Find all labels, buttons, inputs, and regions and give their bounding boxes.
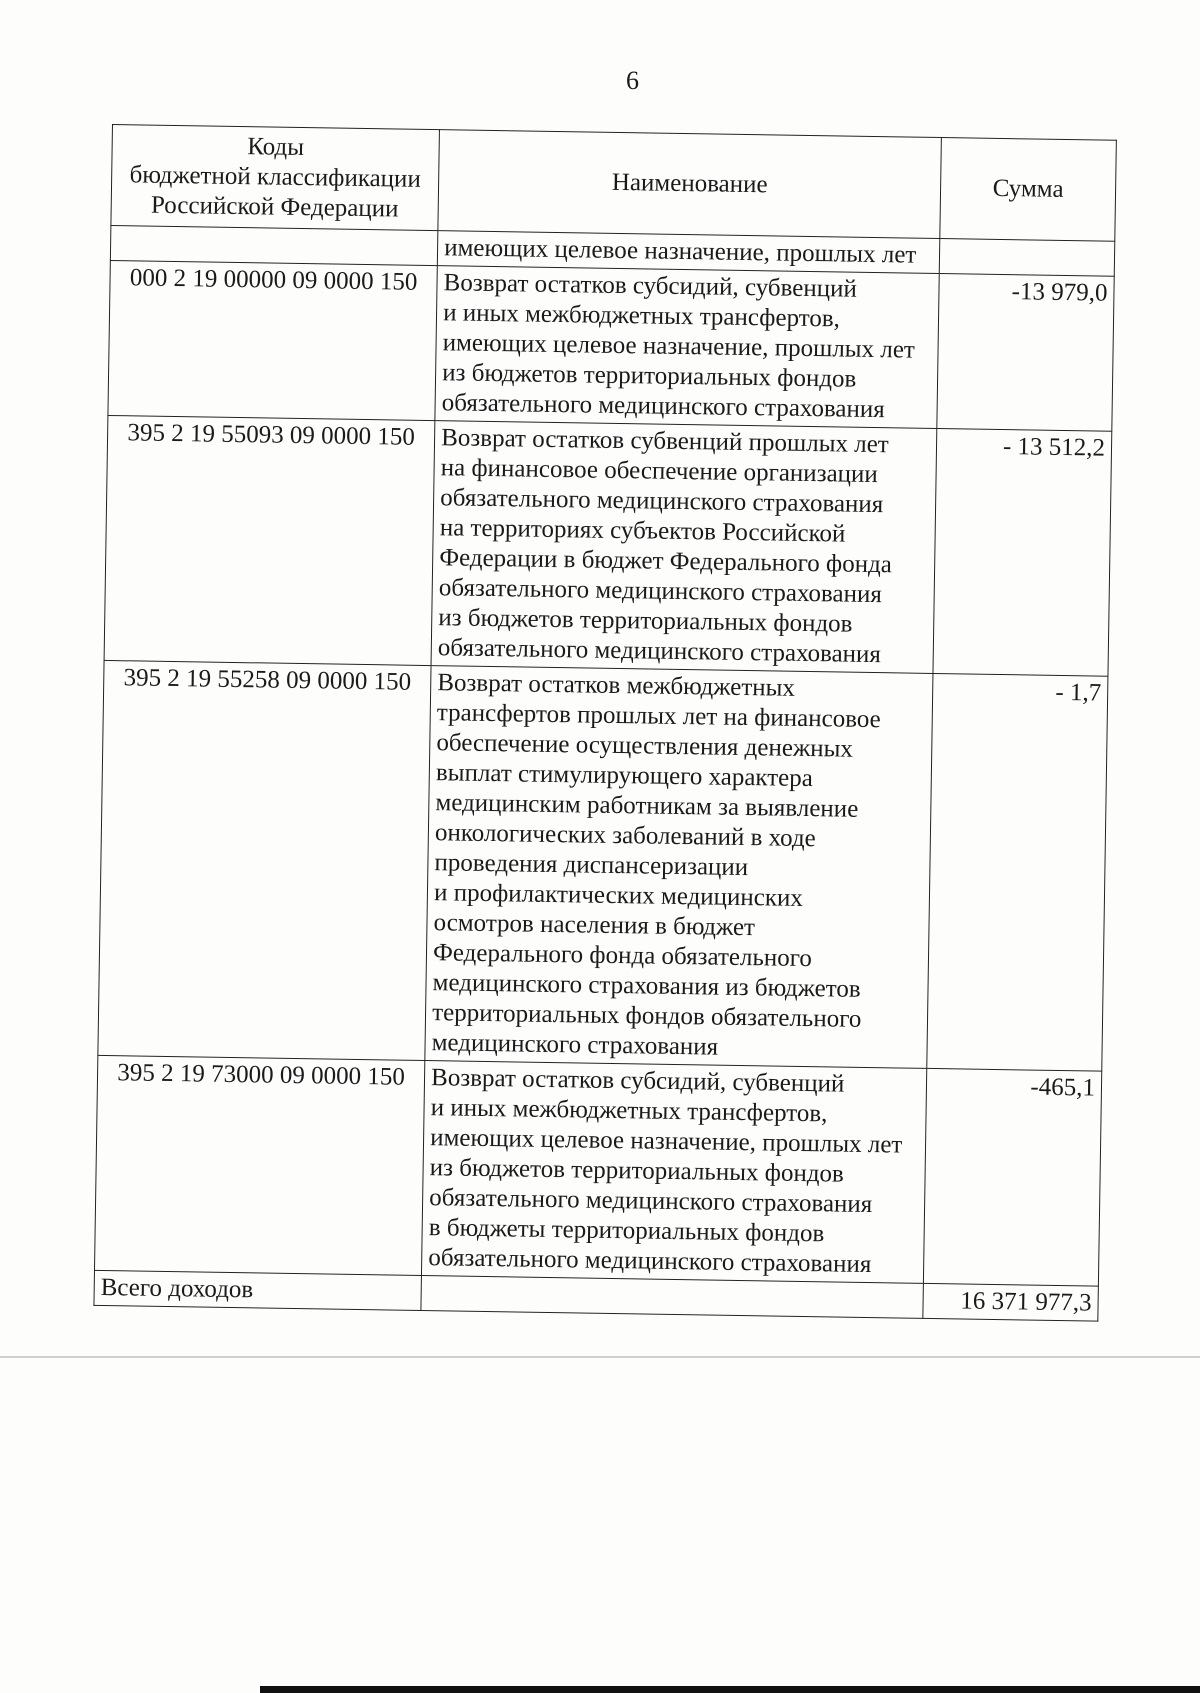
row-name: Возврат остатков субсидий, субвенций и иных межбюджетных трансфертов, имеющих целевое назначение, прошлых лет из бюджетов территориальных фондов обязательного медицинского страхования bbox=[435, 266, 939, 429]
scan-divider bbox=[0, 1356, 1200, 1358]
row-sum: -13 979,0 bbox=[937, 274, 1114, 432]
row-sum: - 13 512,2 bbox=[933, 428, 1112, 676]
row-sum: -465,1 bbox=[923, 1068, 1101, 1286]
row-sum: - 1,7 bbox=[927, 673, 1108, 1071]
row-code bbox=[110, 225, 438, 265]
total-sum: 16 371 977,3 bbox=[923, 1283, 1098, 1321]
page-number: 6 bbox=[626, 66, 639, 95]
row-name: имеющих целевое назначение, прошлых лет bbox=[437, 231, 939, 274]
total-name bbox=[421, 1276, 923, 1319]
table-row bbox=[108, 260, 1114, 431]
row-code: 395 2 19 73000 09 0000 150 bbox=[94, 1055, 424, 1275]
table-row bbox=[104, 415, 1112, 676]
header-name: Наименование bbox=[438, 130, 942, 239]
table-header-row bbox=[111, 125, 1116, 242]
row-name: Возврат остатков межбюджетных трансфертов прошлых лет на финансовое обеспечение осуществления денежных выплат стимулирующего характера медицинским работникам за выявление онкологических заболеваний в ходе проведения диспансеризации и профилактических медицинских осмотров населения в бюджет Федерального фонда обязательного медицинского страхования из бюджетов территориальных фондов обязательного медицинского страхования bbox=[425, 666, 933, 1069]
row-code: 000 2 19 00000 09 0000 150 bbox=[108, 260, 438, 420]
row-name: Возврат остатков субсидий, субвенций и иных межбюджетных трансфертов, имеющих целевое назначение, прошлых лет из бюджетов территориальных фондов обязательного медицинского страхования в бюджеты территориальных фондов обязательного медицинского страхования bbox=[422, 1061, 927, 1284]
table-row bbox=[98, 660, 1108, 1071]
row-sum bbox=[939, 239, 1114, 277]
header-code: Коды бюджетной классификации Российской Федерации bbox=[111, 125, 440, 231]
header-sum: Сумма bbox=[940, 138, 1116, 242]
total-label: Всего доходов bbox=[94, 1270, 422, 1310]
budget-income-table bbox=[93, 124, 1116, 1322]
table-row bbox=[94, 1055, 1101, 1286]
row-code: 395 2 19 55258 09 0000 150 bbox=[98, 660, 431, 1060]
row-code: 395 2 19 55093 09 0000 150 bbox=[104, 415, 435, 665]
scan-bottom-edge bbox=[260, 1686, 1200, 1693]
row-name: Возврат остатков субвенций прошлых лет на финансовое обеспечение организации обязательного медицинского страхования на территориях субъектов Российской Федерации в бюджет Федерального фонда обязательного медицинского страхования из бюджетов территориальных фондов обязательного медицинского страхования bbox=[431, 421, 937, 674]
